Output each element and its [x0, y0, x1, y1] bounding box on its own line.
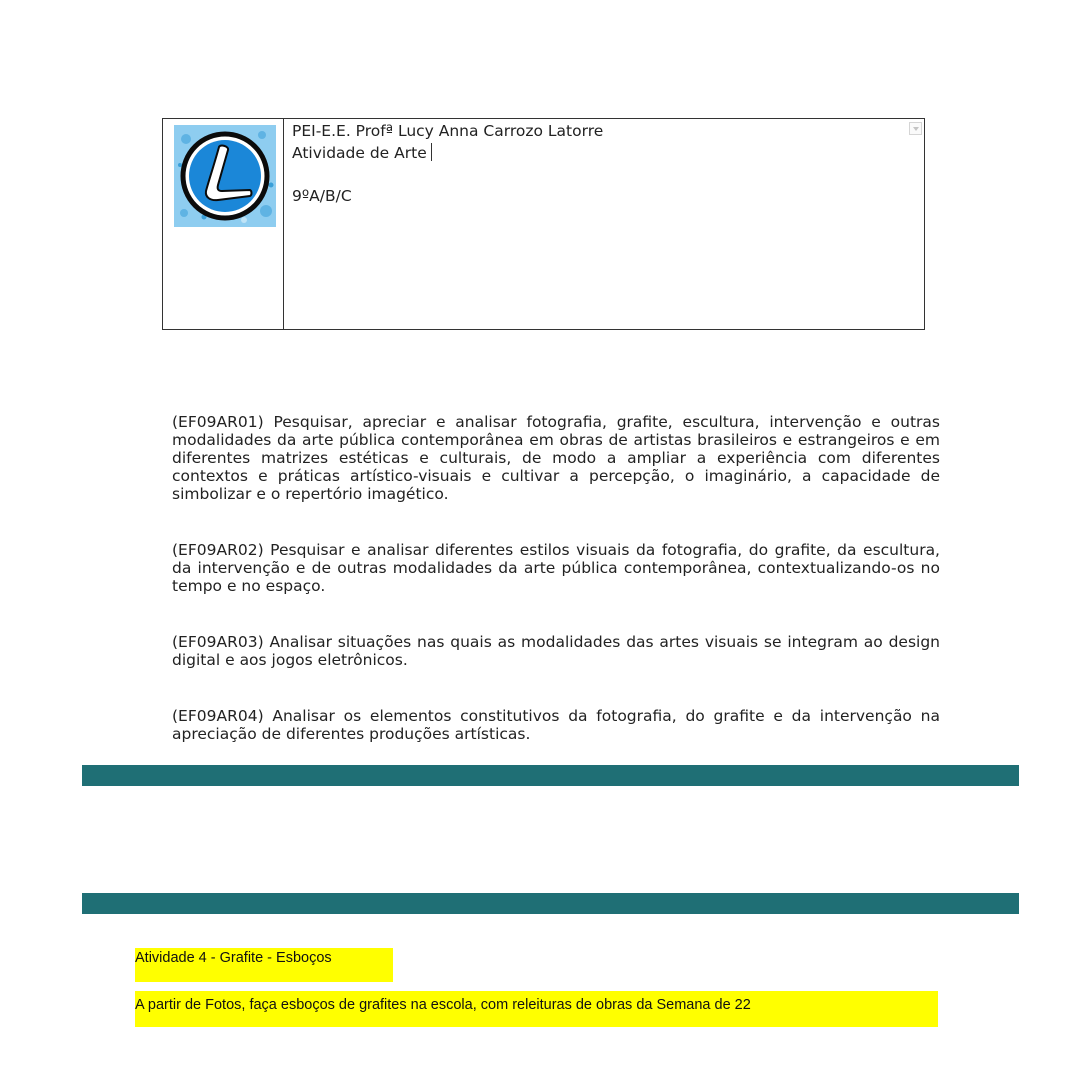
text-cursor: [431, 143, 432, 161]
chevron-down-icon[interactable]: [909, 122, 922, 135]
subject-line: [292, 143, 924, 165]
skill-ef09ar04: (EF09AR04) Analisar os elementos constitutivos da fotografia, do grafite e da intervenção na apreciação de diferentes produções artísticas.: [172, 707, 940, 743]
skill-ef09ar03: (EF09AR03) Analisar situações nas quais as modalidades das artes visuais se integram ao design digital e aos jogos eletrônicos.: [172, 633, 940, 669]
activity-instruction: A partir de Fotos, faça esboços de grafites na escola, com releituras de obras da Semana de 22: [135, 991, 938, 1027]
subject-name: Atividade de Arte: [292, 143, 427, 162]
skills-list: [172, 413, 940, 781]
logo-cell: [163, 119, 284, 329]
section-divider-top: [82, 765, 1019, 786]
header-table: [162, 118, 925, 330]
section-divider-bottom: [82, 893, 1019, 914]
blank-line: [292, 164, 924, 186]
skill-ef09ar01: (EF09AR01) Pesquisar, apreciar e analisar fotografia, grafite, escultura, intervenção e outras modalidades da arte pública contemporânea em obras de artistas brasileiros e estrangeiros e em diferentes matrizes estéticas e culturais, de modo a ampliar a experiência com diferentes contextos e práticas artístico-visuais e cultivar a percepção, o imaginário, a capacidade de simbolizar e o repertório imagético.: [172, 413, 940, 503]
school-name: PEI-E.E. Profª Lucy Anna Carrozo Latorre: [292, 122, 604, 140]
class-list: 9ºA/B/C: [292, 186, 352, 205]
skill-ef09ar02: (EF09AR02) Pesquisar e analisar diferentes estilos visuais da fotografia, do grafite, da escultura, da intervenção e de outras modalidades da arte pública contemporânea, contextualizando-os no tempo e no espaço.: [172, 541, 940, 595]
activity-title: Atividade 4 - Grafite - Esboços: [135, 948, 393, 982]
header-text-cell[interactable]: [284, 119, 924, 329]
school-logo-L-icon: [174, 125, 276, 227]
